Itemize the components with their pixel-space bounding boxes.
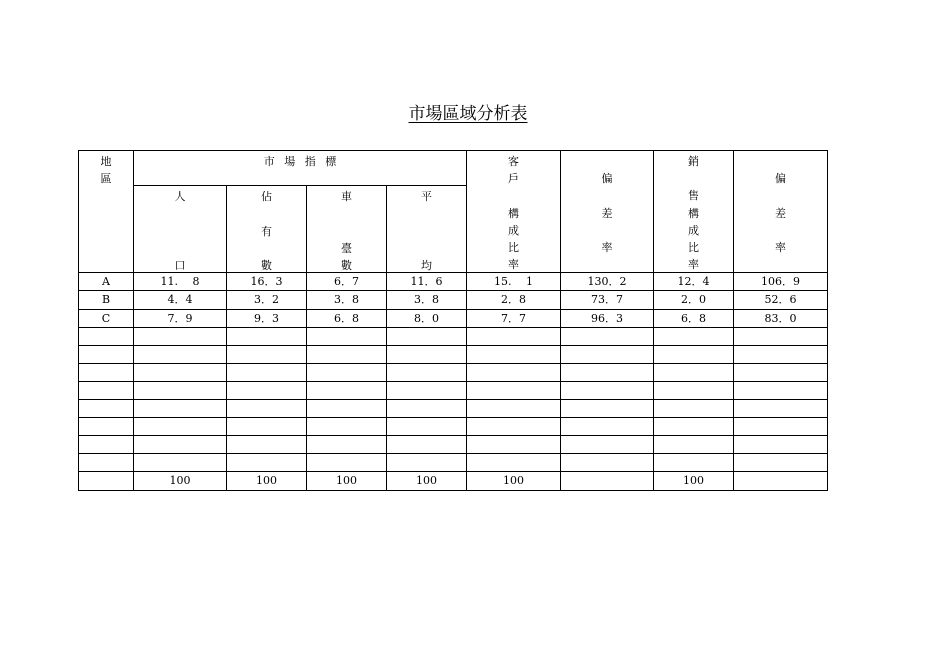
vehicles-header: 車 臺 數 — [307, 186, 387, 273]
empty-row — [79, 436, 828, 454]
share-header: 佔 有 數 — [227, 186, 307, 273]
cell: C — [79, 309, 134, 327]
cell: 106．9 — [734, 273, 828, 291]
cell: 2．0 — [654, 291, 734, 309]
total-cell: 100 — [227, 472, 307, 490]
cell: 7．7 — [467, 309, 561, 327]
cell: 15. 1 — [467, 273, 561, 291]
cell: 2．8 — [467, 291, 561, 309]
total-cell: 100 — [387, 472, 467, 490]
empty-row — [79, 382, 828, 400]
cell: 11. 8 — [134, 273, 227, 291]
cell: 52．6 — [734, 291, 828, 309]
market-analysis-table — [78, 150, 828, 491]
cell: 6．7 — [307, 273, 387, 291]
cell: 6．8 — [307, 309, 387, 327]
totals-row — [79, 472, 828, 490]
cell: 9．3 — [227, 309, 307, 327]
cell: 83．0 — [734, 309, 828, 327]
empty-row — [79, 364, 828, 382]
total-cell: 100 — [134, 472, 227, 490]
total-cell — [734, 472, 828, 490]
empty-row — [79, 454, 828, 472]
empty-row — [79, 418, 828, 436]
empty-row — [79, 400, 828, 418]
cell: B — [79, 291, 134, 309]
average-header: 平 均 — [387, 186, 467, 273]
cell: 6．8 — [654, 309, 734, 327]
total-cell — [79, 472, 134, 490]
empty-row — [79, 328, 828, 346]
cell: 11．6 — [387, 273, 467, 291]
table-row — [79, 291, 828, 309]
cell: 130．2 — [561, 273, 654, 291]
cell: 3．2 — [227, 291, 307, 309]
deviation-header-2: 偏 差 率 — [734, 151, 828, 273]
total-cell: 100 — [467, 472, 561, 490]
cell: 4．4 — [134, 291, 227, 309]
cell: 3．8 — [387, 291, 467, 309]
cell: 16．3 — [227, 273, 307, 291]
page-title: 市場區域分析表 — [408, 104, 528, 124]
cell: A — [79, 273, 134, 291]
total-cell: 100 — [307, 472, 387, 490]
cell: 96．3 — [561, 309, 654, 327]
customer-ratio-header: 客 戶 構 成 比 率 — [467, 151, 561, 273]
table-row — [79, 309, 828, 327]
cell: 7．9 — [134, 309, 227, 327]
empty-row — [79, 346, 828, 364]
cell: 12．4 — [654, 273, 734, 291]
total-cell — [561, 472, 654, 490]
table-row — [79, 273, 828, 291]
population-header: 人 口 — [134, 186, 227, 273]
market-index-header: 市 場 指 標 — [134, 151, 467, 186]
cell: 8．0 — [387, 309, 467, 327]
region-header: 地 區 — [79, 151, 134, 273]
sales-ratio-header: 銷 售 構 成 比 率 — [654, 151, 734, 273]
total-cell: 100 — [654, 472, 734, 490]
cell: 73．7 — [561, 291, 654, 309]
deviation-header-1: 偏 差 率 — [561, 151, 654, 273]
cell: 3．8 — [307, 291, 387, 309]
